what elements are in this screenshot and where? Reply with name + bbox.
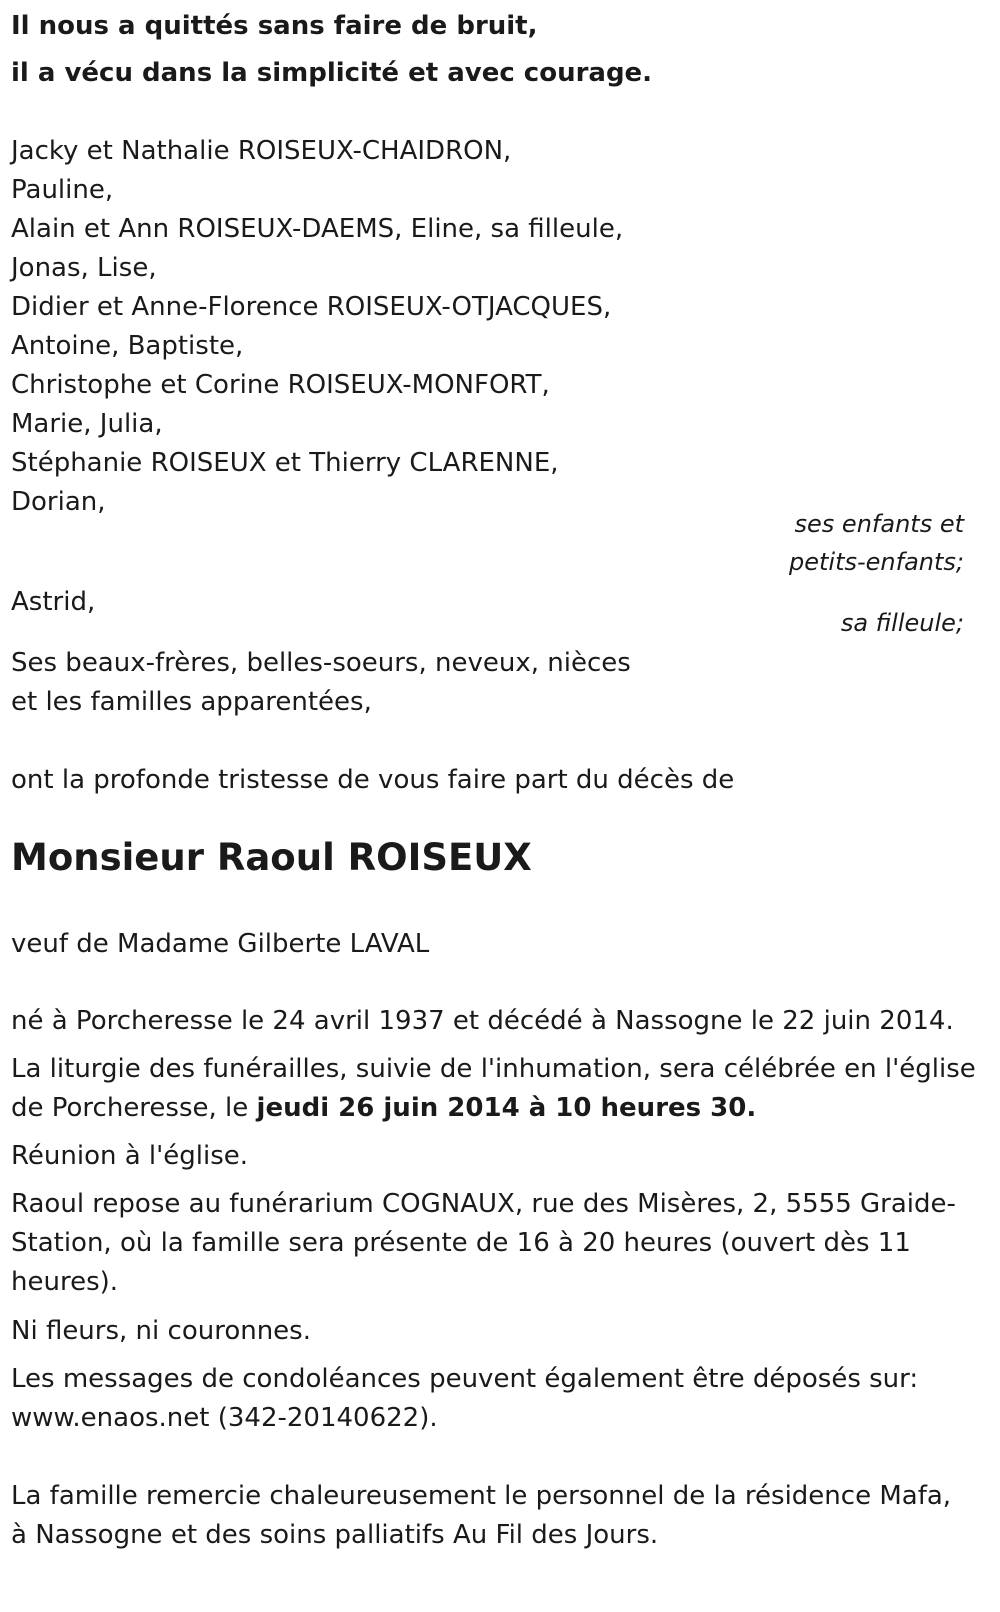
family-line: Stéphanie ROISEUX et Thierry CLARENNE, — [11, 448, 559, 478]
rest-line-3: heures). — [11, 1267, 119, 1297]
rest-line-2: Station, où la famille sera présente de 16 à 20 heures (ouvert dès 11 — [11, 1228, 911, 1258]
family-line: Antoine, Baptiste, — [11, 331, 244, 361]
funeral-line-2 — [11, 1088, 756, 1128]
rest-line-1: Raoul repose au funérarium COGNAUX, rue des Misères, 2, 5555 Graide- — [11, 1189, 956, 1219]
family-line: Christophe et Corine ROISEUX-MONFORT, — [11, 370, 550, 400]
condolences-line-1: Les messages de condoléances peuvent également être déposés sur: — [11, 1364, 919, 1394]
extended-family-line-2: et les familles apparentées, — [11, 687, 372, 717]
family-line: Marie, Julia, — [11, 409, 163, 439]
birth-death-line: né à Porcheresse le 24 avril 1937 et décédé à Nassogne le 22 juin 2014. — [11, 1006, 954, 1036]
astrid-line: Astrid, — [11, 587, 96, 617]
deceased-name: Monsieur Raoul ROISEUX — [11, 836, 532, 879]
announcement: ont la profonde tristesse de vous faire part du décès de — [11, 765, 735, 795]
family-line: Dorian, — [11, 487, 106, 517]
condolences-line-2: www.enaos.net (342-20140622). — [11, 1403, 438, 1433]
relation-children-line-1: ses enfants et — [794, 510, 964, 538]
family-line: Jonas, Lise, — [11, 253, 157, 283]
meeting-line: Réunion à l'église. — [11, 1141, 249, 1171]
family-line: Pauline, — [11, 175, 114, 205]
funeral-place: de Porcheresse, le — [11, 1093, 257, 1123]
funeral-date: jeudi 26 juin 2014 à 10 heures 30. — [256, 1093, 757, 1123]
family-line: Didier et Anne-Florence ROISEUX-OTJACQUES, — [11, 292, 612, 322]
relation-filleule: sa filleule; — [840, 609, 964, 637]
relation-children-line-2: petits-enfants; — [789, 548, 964, 576]
family-line: Jacky et Nathalie ROISEUX-CHAIDRON, — [11, 136, 512, 166]
thanks-line-1: La famille remercie chaleureusement le personnel de la résidence Mafa, — [11, 1481, 952, 1511]
funeral-line-1: La liturgie des funérailles, suivie de l'inhumation, sera célébrée en l'église — [11, 1054, 976, 1084]
intro-line-2: il a vécu dans la simplicité et avec courage. — [11, 58, 653, 88]
extended-family-line-1: Ses beaux-frères, belles-soeurs, neveux, nièces — [11, 648, 631, 678]
intro-line-1: Il nous a quittés sans faire de bruit, — [11, 11, 538, 41]
thanks-line-2: à Nassogne et des soins palliatifs Au Fil des Jours. — [11, 1520, 659, 1550]
widower-line: veuf de Madame Gilberte LAVAL — [11, 929, 430, 959]
family-line: Alain et Ann ROISEUX-DAEMS, Eline, sa filleule, — [11, 214, 624, 244]
no-flowers-line: Ni fleurs, ni couronnes. — [11, 1316, 311, 1346]
